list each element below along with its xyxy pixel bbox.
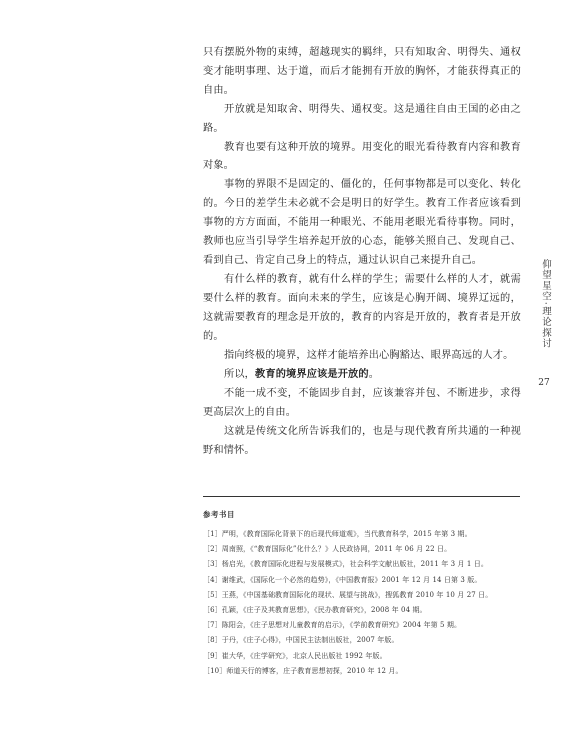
reference-item: ［2］周南照，《“教育国际化”化什么？》人民政协网，2011 年 06 月 22 日。 bbox=[203, 545, 452, 554]
paragraph: 教育也要有这种开放的境界。用变化的眼光看待教育内容和教育对象。 bbox=[203, 141, 521, 172]
reference-item: ［7］陈阳会，《庄子思想对儿童教育的启示》，《学前教育研究》2004 年第 5 期。 bbox=[203, 621, 462, 630]
reference-item: ［9］崔大华，《庄学研究》，北京人民出版社 1992 年版。 bbox=[203, 651, 387, 660]
paragraph: 指向终极的境界，这样才能培养出心胸豁达、眼界高远的人才。 bbox=[224, 349, 514, 361]
paragraph: 有什么样的教育，就有什么样的学生；需要什么样的人才，就需要什么样的教育。面向未来的学生，应该是心胸开阔、境界辽远的，这就需要教育的理念是开放的，教育的内容是开放的，教育者是开放的。 bbox=[203, 273, 521, 342]
paragraph: 开放就是知取舍、明得失、通权变。这是通往自由王国的必由之路。 bbox=[203, 103, 521, 134]
reference-item: ［4］谢维武，《国际化一个必然的趋势》，《中国教育报》2001 年 12 月 14 日第 3 版。 bbox=[203, 575, 482, 584]
reference-item: ［10］师道天行的博客，庄子教育思想初探，2010 年 12 月。 bbox=[203, 666, 403, 675]
running-title: 仰望星空·理论探讨 bbox=[540, 259, 551, 349]
paragraph: 只有摆脱外物的束缚，超越现实的羁绊，只有知取舍、明得失、通权变才能明事理、达于道，而后才能拥有开放的胸怀，才能获得真正的自由。 bbox=[203, 47, 521, 96]
references-divider bbox=[203, 496, 520, 497]
paragraph: 事物的界限不是固定的、僵化的，任何事物都是可以变化、转化的。今日的差学生未必就不会是明日的好学生。教育工作者应该看到事物的方方面面，不能用一种眼光、不能用老眼光看待事物。同时，教师也应当引导学生培养起开放的心态，能够关照自己、发现自己、看到自己、肯定自己身上的特点，通过认识自己来提升自己。 bbox=[203, 179, 521, 266]
paragraph-conclusion bbox=[203, 365, 521, 385]
article-body bbox=[203, 44, 521, 461]
page-number: 27 bbox=[538, 378, 550, 388]
conclusion-end: 。 bbox=[368, 369, 380, 381]
paragraph: 不能一成不变，不能固步自封，应该兼容并包、不断进步，求得更高层次上的自由。 bbox=[203, 388, 521, 419]
reference-item: ［6］孔颖，《庄子及其教育思想》，《民办教育研究》，2008 年 04 期。 bbox=[203, 606, 427, 615]
reference-item: ［1］严明，《教育国际化背景下的后现代师道观》，当代教育科学，2015 年第 3 期。 bbox=[203, 530, 472, 538]
references-list bbox=[203, 527, 521, 679]
conclusion-emphasis: 教育的境界应该是开放的 bbox=[255, 368, 369, 381]
references-heading: 参考书目 bbox=[203, 510, 235, 519]
reference-item: ［5］王燕，《中国基础教育国际化的现状、展望与挑战》，搜狐教育 2010 年 10 月 27 日。 bbox=[203, 590, 493, 599]
conclusion-lead: 所以， bbox=[224, 369, 256, 381]
reference-item: ［3］杨启光，《教育国际化进程与发展模式》，社会科学文献出版社，2011 年 3 月 1 日。 bbox=[203, 560, 488, 569]
paragraph: 这就是传统文化所告诉我们的，也是与现代教育所共通的一种视野和情怀。 bbox=[203, 426, 521, 457]
reference-item: ［8］于丹，《庄子心得》，中国民主法制出版社，2007 年版。 bbox=[203, 636, 399, 645]
